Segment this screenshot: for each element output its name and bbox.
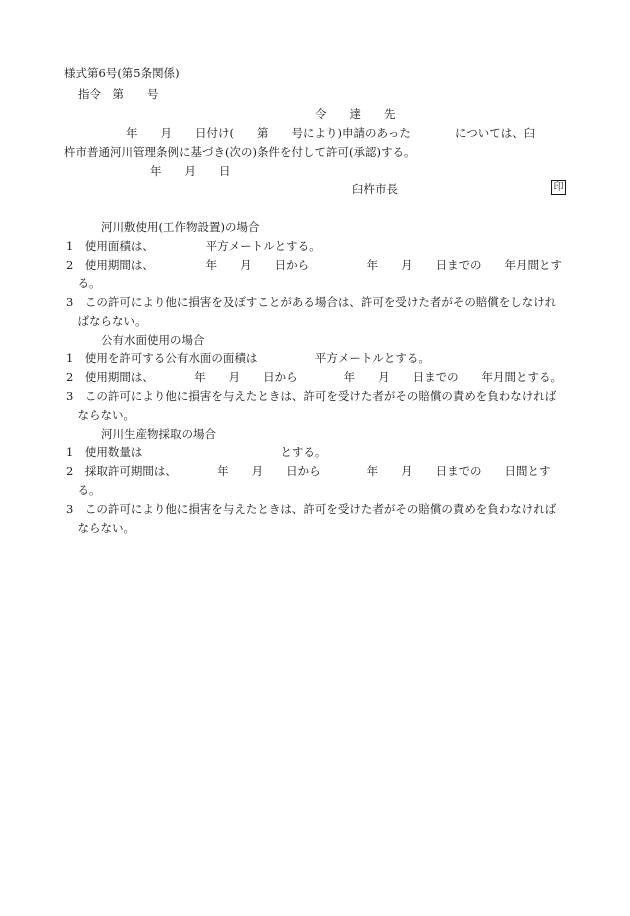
section-heading: 河川生産物採取の場合 <box>101 427 216 441</box>
condition-item: 1 使用数量は とする。 <box>66 445 327 459</box>
condition-item: 2 採取許可期間は、 年 月 日から 年 月 日までの 日間とす <box>66 464 551 478</box>
permission-statement: 杵市普通河川管理条例に基づき(次の)条件を付して許可(承認)する。 <box>64 145 416 159</box>
addressee-label: 令 達 先 <box>315 107 396 121</box>
application-reference: 年 月 日付け( 第 号により)申請のあった <box>126 126 411 140</box>
condition-item: ならない。 <box>66 521 135 535</box>
section-heading: 河川敷使用(工作物設置)の場合 <box>101 220 260 234</box>
form-label: 様式第6号(第5条関係) <box>64 66 180 80</box>
issuer-name: 臼杵市長 <box>352 182 398 196</box>
section-heading: 公有水面使用の場合 <box>101 333 205 347</box>
condition-item: る。 <box>66 483 101 497</box>
application-reference-tail: については、臼 <box>455 126 536 140</box>
condition-item: 1 使用面積は、 平方メートルとする。 <box>66 239 321 253</box>
condition-item: 2 使用期間は、 年 月 日から 年 月 日までの 年月間とする。 <box>66 370 563 384</box>
condition-item: ならない。 <box>66 408 135 422</box>
directive-number: 指令 第 号 <box>78 87 159 101</box>
condition-item: ばならない。 <box>66 314 147 328</box>
condition-item: る。 <box>66 276 101 290</box>
condition-item: 3 この許可により他に損害を与えたときは、許可を受けた者がその賠償の責めを負わなければ <box>66 502 557 516</box>
seal-stamp: 印 <box>551 180 566 195</box>
condition-item: 1 使用を許可する公有水面の面積は 平方メートルとする。 <box>66 351 430 365</box>
condition-item: 2 使用期間は、 年 月 日から 年 月 日までの 年月間とす <box>66 258 563 272</box>
issue-date: 年 月 日 <box>150 164 231 178</box>
condition-item: 3 この許可により他に損害を与えたときは、許可を受けた者がその賠償の責めを負わなければ <box>66 389 557 403</box>
condition-item: 3 この許可により他に損害を及ぼすことがある場合は、許可を受けた者がその賠償をしなけれ <box>66 295 557 309</box>
